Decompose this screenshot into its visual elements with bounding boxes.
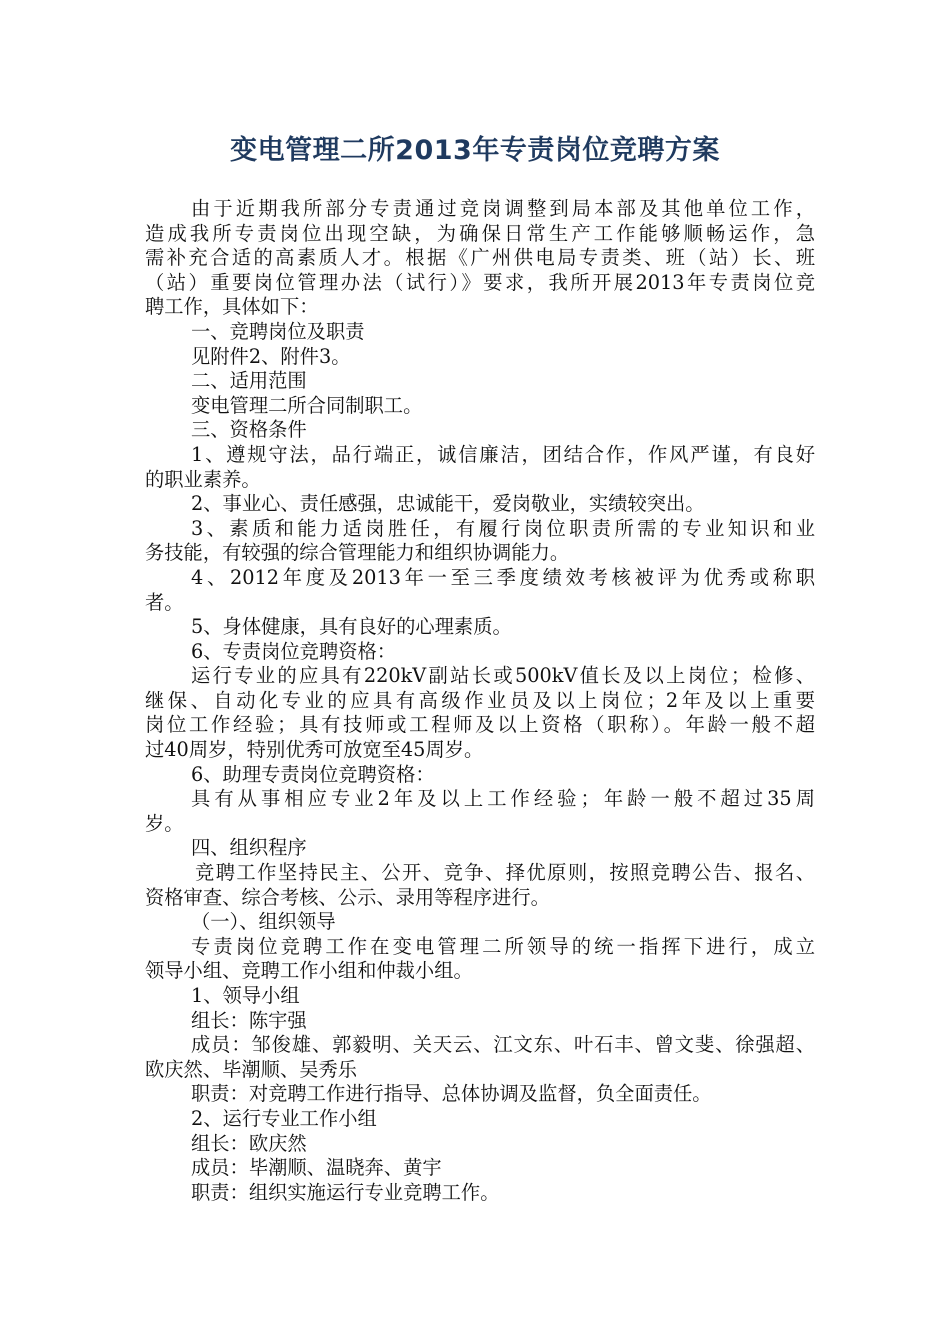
text-line: 成员：邹俊雄、郭毅明、关天云、江文东、叶石丰、曾文斐、徐强超、 bbox=[191, 1033, 815, 1057]
text-line: 务技能，有较强的综合管理能力和组织协调能力。 bbox=[145, 541, 570, 565]
text-line: 二、适用范围 bbox=[191, 369, 307, 393]
text-line: 者。 bbox=[145, 590, 184, 614]
text-line: 组长：陈宇强 bbox=[191, 1008, 307, 1032]
text-line: 四、组织程序 bbox=[191, 836, 307, 860]
text-line: 竞聘工作坚持民主、公开、竞争、择优原则，按照竞聘公告、报名、 bbox=[195, 861, 815, 885]
text-line: 6、专责岗位竞聘资格： bbox=[191, 639, 397, 663]
text-line: 领导小组、竞聘工作小组和仲裁小组。 bbox=[145, 959, 473, 983]
text-line: 职责：对竞聘工作进行指导、总体协调及监督，负全面责任。 bbox=[191, 1082, 712, 1106]
text-line: 1、遵规守法，品行端正，诚信廉洁，团结合作，作风严谨，有良好 bbox=[191, 442, 815, 466]
text-line: （一）、组织领导 bbox=[191, 910, 336, 934]
text-line: 6、助理专责岗位竞聘资格： bbox=[191, 762, 435, 786]
text-line: 资格审查、综合考核、公示、录用等程序进行。 bbox=[145, 885, 550, 909]
text-line: 岗位工作经验；具有技师或工程师及以上资格（职称）。年龄一般不超 bbox=[145, 713, 815, 737]
text-line: 三、资格条件 bbox=[191, 418, 307, 442]
text-line: 由于近期我所部分专责通过竞岗调整到局本部及其他单位工作， bbox=[191, 197, 815, 220]
text-line: 4、2012年度及2013年一至三季度绩效考核被评为优秀或称职 bbox=[191, 565, 815, 589]
text-line: 见附件2、附件3。 bbox=[191, 344, 351, 368]
text-line: 变电管理二所合同制职工。 bbox=[191, 393, 423, 417]
text-line: 运行专业的应具有220kV副站长或500kV值长及以上岗位；检修、 bbox=[191, 664, 815, 688]
text-line: 继保、自动化专业的应具有高级作业员及以上岗位；2年及以上重要 bbox=[145, 688, 815, 712]
text-line: 专责岗位竞聘工作在变电管理二所领导的统一指挥下进行，成立 bbox=[191, 934, 815, 958]
text-line: （站）重要岗位管理办法（试行）》要求，我所开展2013年专责岗位竞 bbox=[145, 270, 815, 294]
text-line: 1、领导小组 bbox=[191, 984, 300, 1007]
text-line: 欧庆然、毕潮顺、吴秀乐 bbox=[145, 1057, 358, 1081]
text-line: 2、运行专业工作小组 bbox=[191, 1106, 377, 1130]
text-line: 过40周岁，特别优秀可放宽至45周岁。 bbox=[145, 738, 484, 762]
text-line: 2、事业心、责任感强，忠诚能干，爱岗敬业，实绩较突出。 bbox=[191, 492, 705, 516]
text-line: 职责：组织实施运行专业竞聘工作。 bbox=[191, 1180, 500, 1204]
text-line: 5、身体健康，具有良好的心理素质。 bbox=[191, 615, 512, 639]
text-line: 聘工作，具体如下： bbox=[145, 295, 319, 319]
text-line: 组长：欧庆然 bbox=[191, 1131, 307, 1155]
text-line: 岁。 bbox=[145, 811, 184, 835]
text-line: 需补充合适的高素质人才。根据《广州供电局专责类、班（站）长、班 bbox=[145, 246, 815, 270]
text-line: 一、竞聘岗位及职责 bbox=[191, 319, 365, 343]
document-body bbox=[145, 197, 815, 1205]
text-line: 具有从事相应专业2年及以上工作经验；年龄一般不超过35周 bbox=[191, 787, 815, 811]
document-title: 变电管理二所2013年专责岗位竞聘方案 bbox=[230, 135, 720, 166]
text-line: 3、素质和能力适岗胜任，有履行岗位职责所需的专业知识和业 bbox=[191, 516, 815, 540]
text-line: 成员：毕潮顺、温晓奔、黄宇 bbox=[191, 1156, 442, 1180]
text-line: 造成我所专责岗位出现空缺，为确保日常生产工作能够顺畅运作，急 bbox=[145, 221, 815, 245]
text-line: 的职业素养。 bbox=[145, 467, 261, 491]
